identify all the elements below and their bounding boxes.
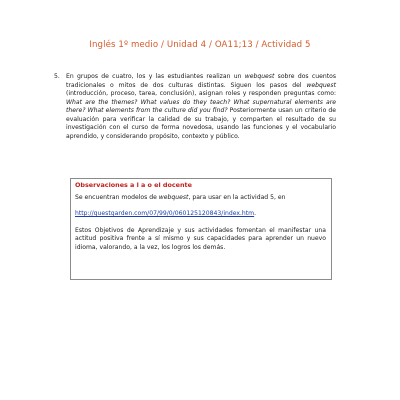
activity-text-part: En grupos de cuatro, los y las estudiantes realizan un bbox=[66, 73, 245, 80]
activity-text-part: (introducción, proceso, tarea, conclusión), asignan roles y responden preguntas como: bbox=[66, 90, 336, 97]
observations-paragraph: Estos Objetivos de Aprendizaje y sus actividades fomentan el manifestar una actitud positiva frente a sí mismo y sus capacidades para aprender un nuevo idioma, valorando, a la vez, los logros los demás. bbox=[75, 226, 326, 251]
obs-text-part: Se encuentran modelos de bbox=[75, 193, 159, 201]
observations-box bbox=[70, 178, 332, 280]
webquest-term: webquest bbox=[158, 193, 189, 201]
obs-text-part: , para usar en la actividad 5, en bbox=[188, 193, 286, 201]
link-suffix: . bbox=[254, 210, 257, 217]
activity-number: 5. bbox=[54, 73, 60, 80]
questgarden-link[interactable]: http://questgarden.com/07/99/0/060125120843/index.htm bbox=[75, 210, 255, 217]
observations-link-line bbox=[75, 210, 326, 219]
activity-text-part: sobre dos cuentos tradicionales o mitos de dos culturas distintas. Siguen los pasos del bbox=[66, 73, 336, 89]
page-header: Inglés 1º medio / Unidad 4 / OA11;13 / Actividad 5 bbox=[89, 40, 311, 50]
observations-paragraph bbox=[75, 194, 326, 203]
activity-text bbox=[66, 73, 336, 141]
observations-title: Observaciones a l a o el docente bbox=[75, 181, 192, 189]
webquest-term: webquest bbox=[306, 81, 336, 89]
webquest-term: webquest bbox=[244, 73, 275, 80]
activity-item bbox=[54, 73, 336, 141]
activity-questions: What are the themes? What values do they teach? What supernatural elements are there? What elements from the culture did you find? bbox=[66, 98, 336, 114]
activity-text-part: Posteriormente usan un criterio de evaluación para verificar la calidad de su trabajo, y comparten el resultado de su investigación con el curso de forma novedosa, usando las funciones y el vocabulario aprendido, y considerando propósito, contexto y público. bbox=[66, 107, 336, 140]
